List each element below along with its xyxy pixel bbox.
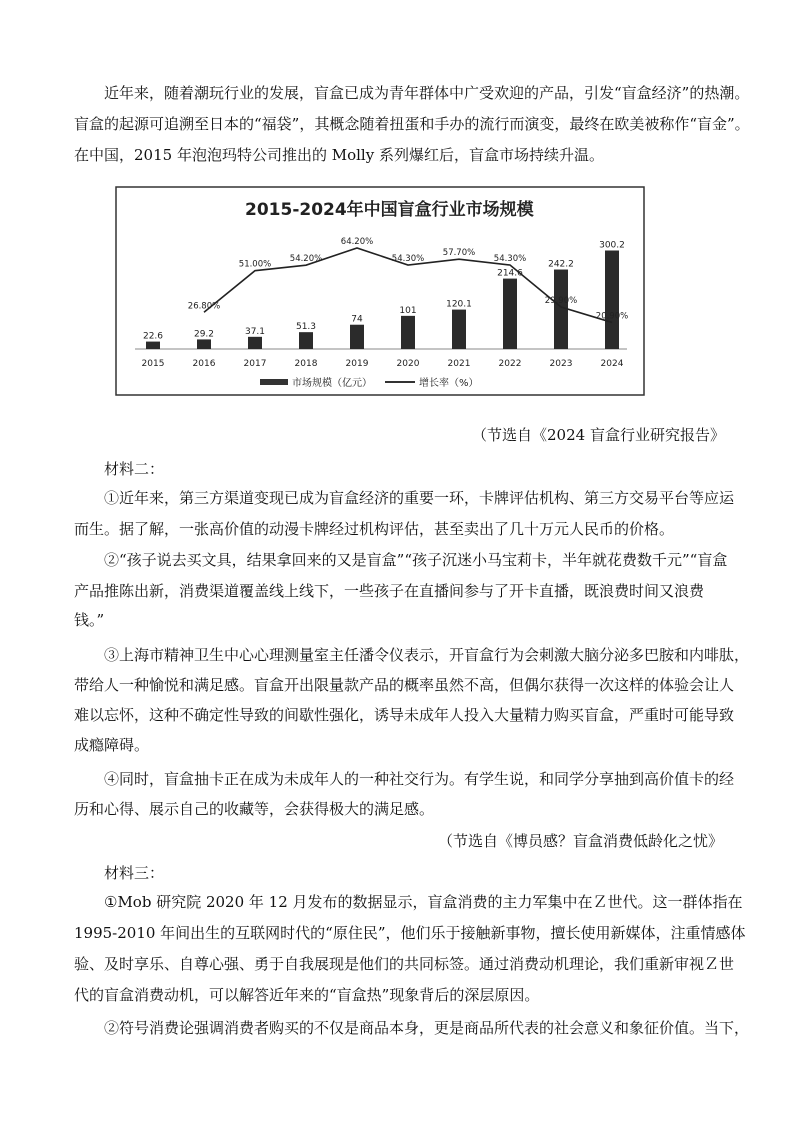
bar-value-label-2022: 214.6 (497, 268, 523, 279)
material2-p2-l2: 产品推陈出新，消费渠道覆盖线上线下，一些孩子在直播间参与了开卡直播，既浪费时间又浪费 (74, 582, 705, 600)
x-tick-2018: 2018 (294, 359, 318, 369)
intro-line-1: 近年来，随着潮玩行业的发展，盲盒已成为青年群体中广受欢迎的产品，引发“盲盒经济”的热潮。 (104, 84, 750, 102)
growth-label-2020: 54.30% (391, 254, 425, 265)
growth-label-2021: 57.70% (442, 248, 476, 259)
source-note-2: （节选自《博员感？盲盒消费低龄化之忧》 (438, 832, 724, 850)
x-tick-2016: 2016 (192, 359, 216, 369)
bar-2020 (401, 316, 415, 349)
intro-line-3: 在中国，2015 年泡泡玛特公司推出的 Molly 系列爆红后，盲盒市场持续升温。 (74, 146, 604, 164)
material-3-title: 材料三： (104, 864, 165, 882)
material2-p1-l2: 而生。据了解，一张高价值的动漫卡牌经过机构评估，甚至卖出了几十万元人民币的价格。 (74, 520, 675, 538)
bar-value-label-2018: 51.3 (295, 322, 317, 333)
legend-bar-swatch (260, 379, 288, 385)
x-tick-2022: 2022 (498, 359, 522, 369)
growth-label-2022: 54.30% (493, 254, 527, 265)
bar-value-label-2019: 74 (351, 314, 363, 325)
bar-value-label-2015: 22.6 (142, 331, 164, 342)
bar-2022 (503, 279, 517, 349)
material3-p1-l2: 1995-2010 年间出生的互联网时代的“原住民”，他们乐于接触新事物，擅长使用新媒体，注重情感体 (74, 924, 746, 942)
x-tick-2019: 2019 (345, 359, 369, 369)
bar-2015 (146, 342, 160, 349)
bar-2024 (605, 250, 619, 349)
bar-value-label-2017: 37.1 (244, 326, 266, 337)
material2-p2-l1: ②“孩子说去买文具，结果拿回来的又是盲盒”“孩子沉迷小马宝莉卡，半年就花费数千元”“盲盒 (104, 551, 728, 569)
material2-p2-l3: 钱。” (74, 611, 105, 629)
bar-value-label-2021: 120.1 (446, 299, 472, 310)
bar-value-label-2016: 29.2 (193, 329, 215, 340)
growth-label-2019: 64.20% (340, 236, 374, 247)
bar-value-label-2024: 300.2 (599, 240, 625, 251)
growth-label-2017: 51.00% (238, 259, 272, 270)
legend-bar-label: 市场规模（亿元） (292, 378, 372, 389)
legend-line-label: 增长率（%） (419, 378, 479, 389)
bar-2019 (350, 325, 364, 349)
material-2-title: 材料二： (104, 460, 165, 478)
material2-p4-l2: 历和心得、展示自己的收藏等，会获得极大的满足感。 (74, 800, 435, 818)
growth-label-2018: 54.20% (289, 254, 323, 265)
material3-p2-l1: ②符号消费论强调消费者购买的不仅是商品本身，更是商品所代表的社会意义和象征价值。当下， (104, 1019, 750, 1037)
market-size-chart (115, 186, 645, 396)
material3-p1-l4: 代的盲盒消费动机，可以解答近年来的“盲盒热”现象背后的深层原因。 (74, 986, 540, 1004)
bar-2018 (299, 332, 313, 349)
x-tick-2015: 2015 (141, 359, 165, 369)
bar-2017 (248, 337, 262, 349)
chart-title: 2015-2024年中国盲盒行业市场规模 (245, 200, 534, 220)
material2-p1-l1: ①近年来，第三方渠道变现已成为盲盒经济的重要一环，卡牌评估机构、第三方交易平台等应运 (104, 489, 735, 507)
bar-value-label-2020: 101 (399, 305, 417, 316)
growth-label-2023: 29.90% (544, 295, 578, 306)
bar-2016 (197, 339, 211, 349)
x-tick-2020: 2020 (396, 359, 420, 369)
material3-p1-l1: ①Mob 研究院 2020 年 12 月发布的数据显示，盲盒消费的主力军集中在Ｚ世代。这一群体指在 (104, 893, 743, 911)
x-tick-2024: 2024 (600, 359, 624, 369)
material2-p4-l1: ④同时，盲盒抽卡正在成为未成年人的一种社交行为。有学生说，和同学分享抽到高价值卡的经 (104, 770, 735, 788)
chart-svg (115, 186, 645, 396)
x-tick-2017: 2017 (243, 359, 267, 369)
x-tick-2023: 2023 (549, 359, 573, 369)
x-tick-2021: 2021 (447, 359, 471, 369)
material2-p3-l1: ③上海市精神卫生中心心理测量室主任潘令仪表示，开盲盒行为会刺激大脑分泌多巴胺和内啡肽， (104, 646, 750, 664)
bar-2021 (452, 310, 466, 349)
material2-p3-l2: 带给人一种愉悦和满足感。盲盒开出限量款产品的概率虽然不高，但偶尔获得一次这样的体验会让人 (74, 676, 735, 694)
material2-p3-l3: 难以忘怀，这种不确定性导致的间歇性强化，诱导未成年人投入大量精力购买盲盒，严重时可能导致 (74, 706, 735, 724)
intro-line-2: 盲盒的起源可追溯至日本的“福袋”，其概念随着扭蛋和手办的流行而演变，最终在欧美被称作“盲金”。 (74, 115, 750, 133)
material3-p1-l3: 验、及时享乐、自尊心强、勇于自我展现是他们的共同标签。通过消费动机理论，我们重新审视Ｚ世 (74, 955, 735, 973)
growth-label-2016: 26.80% (187, 301, 221, 312)
bar-value-label-2023: 242.2 (548, 259, 574, 270)
growth-label-2024: 20.90% (595, 311, 629, 322)
chart-legend (260, 376, 479, 389)
material2-p3-l4: 成瘾障碍。 (74, 736, 150, 754)
source-note-1: （节选自《2024 盲盒行业研究报告》 (472, 426, 725, 444)
